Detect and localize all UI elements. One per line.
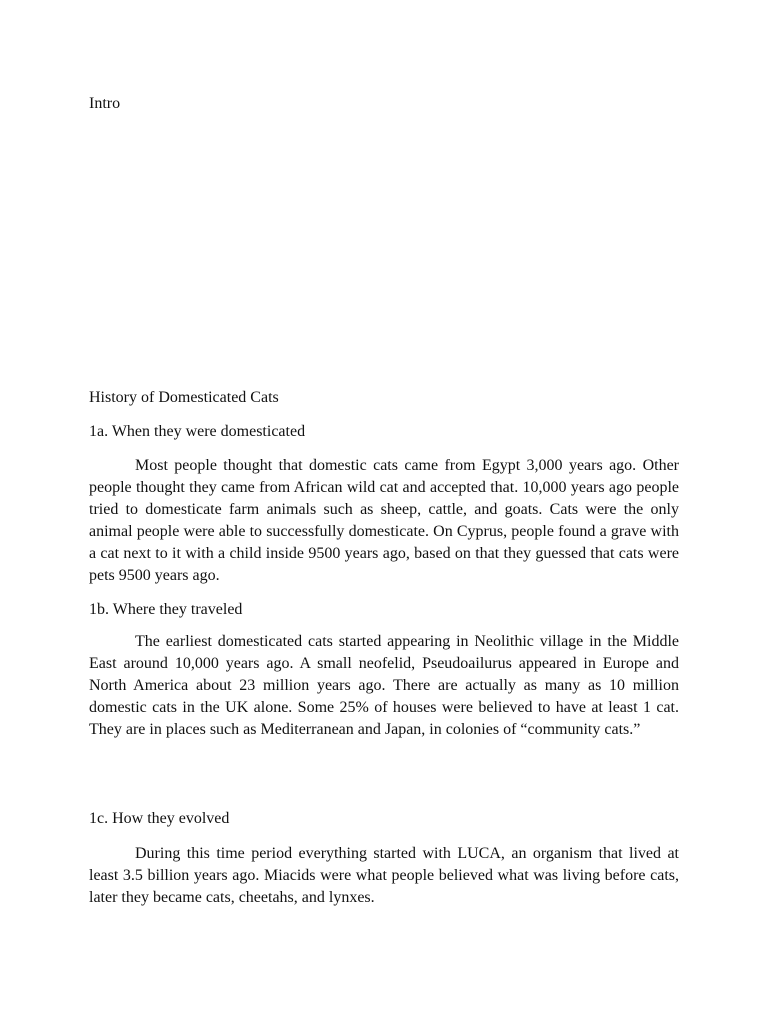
section-1b-heading: 1b. Where they traveled bbox=[89, 601, 243, 618]
section-1b-paragraph: The earliest domesticated cats started appearing in Neolithic village in the Middle East around 10,000 years ago. A small neofelid, Pseudoailurus appeared in Europe and North America about 23 million years ago. There are actually as many as 10 million domestic cats in the UK alone. Some 25% of houses were believed to have at least 1 cat. They are in places such as Mediterranean and Japan, in colonies of “community cats.” bbox=[89, 633, 679, 738]
section-1c-heading: 1c. How they evolved bbox=[89, 810, 230, 827]
section-1a-paragraph: Most people thought that domestic cats came from Egypt 3,000 years ago. Other people thought they came from African wild cat and accepted that. 10,000 years ago people tried to domesticate farm animals such as sheep, cattle, and goats. Cats were the only animal people were able to successfully domesticate. On Cyprus, people found a grave with a cat next to it with a child inside 9500 years ago, based on that they guessed that cats were pets 9500 years ago. bbox=[89, 457, 679, 584]
history-heading: History of Domesticated Cats bbox=[89, 389, 279, 406]
section-1c-paragraph: During this time period everything started with LUCA, an organism that lived at least 3.5 billion years ago. Miacids were what people believed what was living before cats, later they became cats, cheetahs, and lynxes. bbox=[89, 845, 679, 906]
intro-heading: Intro bbox=[89, 95, 121, 112]
section-1a-heading: 1a. When they were domesticated bbox=[89, 423, 306, 440]
